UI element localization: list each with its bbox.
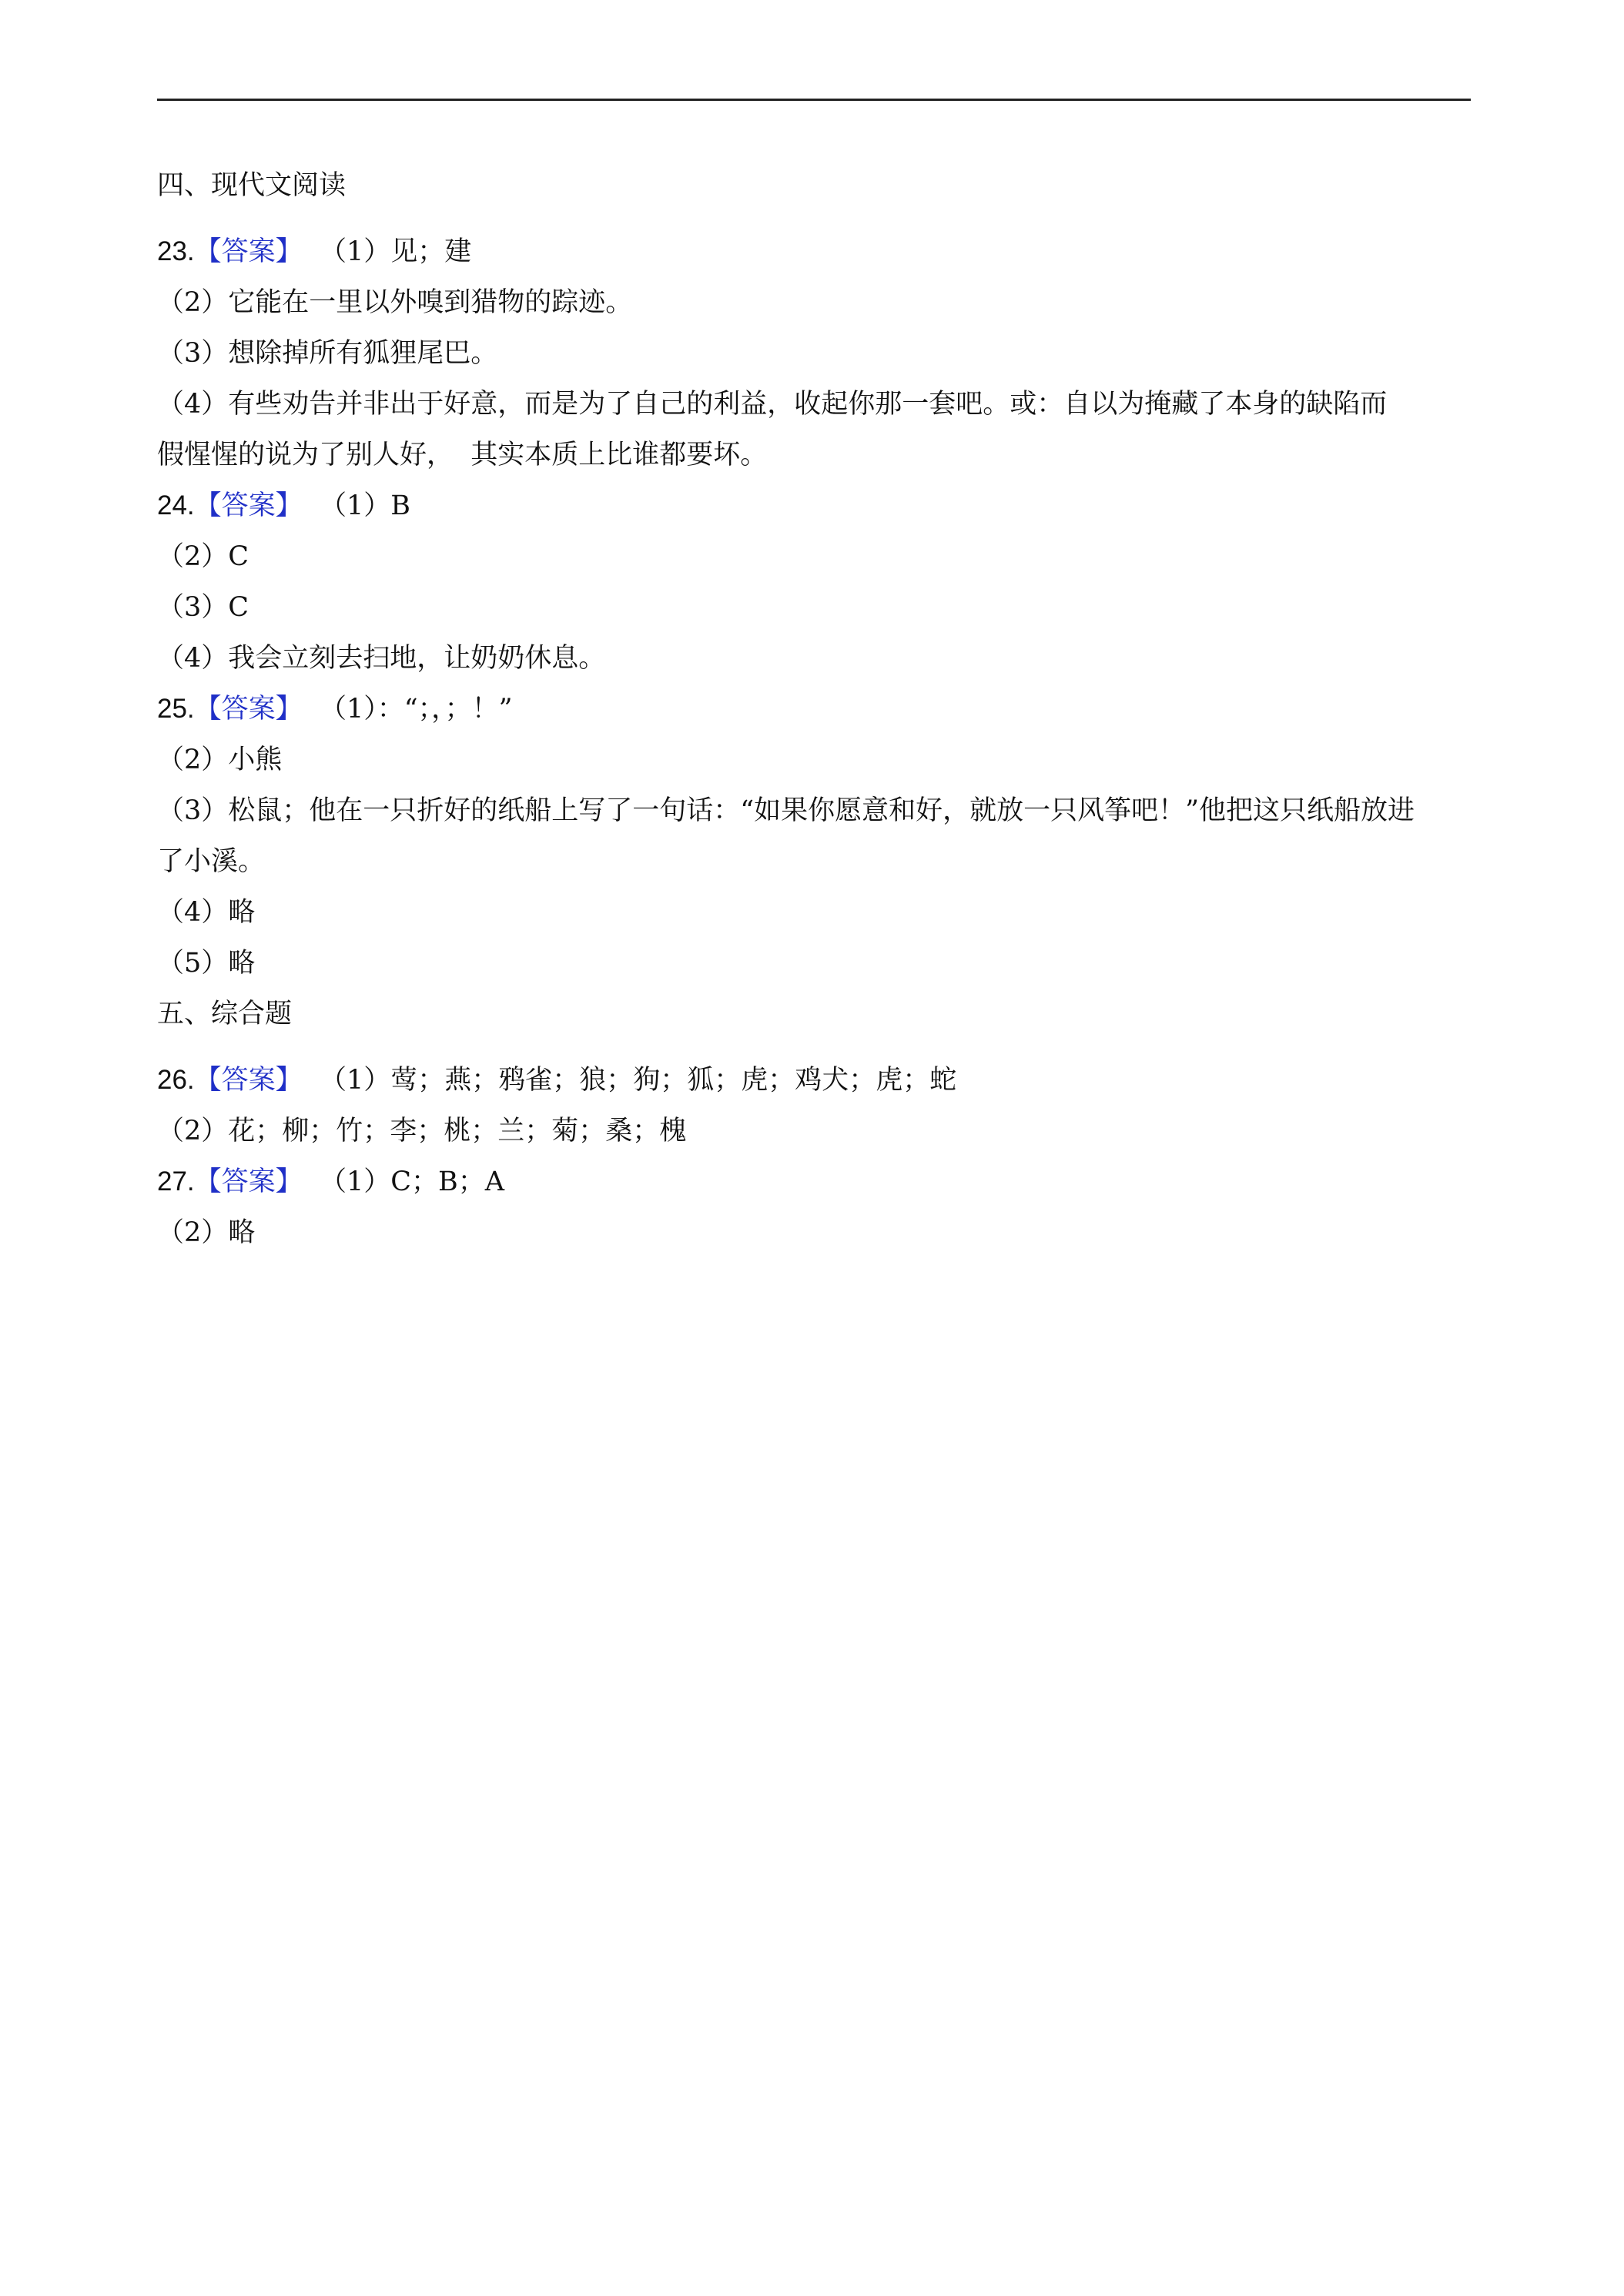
answer-tag: 【答案】 bbox=[194, 236, 303, 267]
question-number: 27. bbox=[157, 1166, 195, 1197]
header-rule bbox=[157, 99, 1471, 101]
answer-block-24 bbox=[157, 480, 1471, 684]
answer-head bbox=[157, 1055, 1471, 1106]
answer-line: （2）略 bbox=[157, 1217, 256, 1248]
answer-line: （3）松鼠；他在一只折好的纸船上写了一句话：“如果你愿意和好，就放一只风筝吧！”他把这只纸船放进 bbox=[157, 795, 1415, 826]
answer-block-25 bbox=[157, 684, 1471, 989]
question-number: 23. bbox=[157, 236, 195, 266]
answer-line: （2）花；柳；竹；李；桃；兰；菊；桑；槐 bbox=[157, 1116, 687, 1146]
answer-line: （2）小熊 bbox=[157, 745, 283, 775]
answer-tag: 【答案】 bbox=[194, 1166, 303, 1197]
question-number: 24. bbox=[157, 490, 195, 520]
answer-block-27 bbox=[157, 1156, 1471, 1258]
answer-line: （2）它能在一里以外嗅到猎物的踪迹。 bbox=[157, 287, 633, 318]
answer-tag: 【答案】 bbox=[194, 1065, 303, 1096]
answer-part: （1）莺；燕；鸦雀；狼；狗；狐；虎；鸡犬；虎；蛇 bbox=[319, 1065, 957, 1096]
answer-head bbox=[157, 1156, 1471, 1207]
section-title-comprehensive: 五、综合题 bbox=[157, 999, 293, 1029]
answer-line: （4）有些劝告并非出于好意，而是为了自己的利益，收起你那一套吧。或：自以为掩藏了本身的缺陷而 bbox=[157, 389, 1388, 420]
answer-line: （5）略 bbox=[157, 948, 256, 979]
answer-block-23 bbox=[157, 226, 1471, 480]
answer-line: （3）想除掉所有狐狸尾巴。 bbox=[157, 338, 498, 369]
answer-line: （4）略 bbox=[157, 897, 256, 928]
answer-part: （1）：“；，；！” bbox=[319, 694, 513, 725]
answer-line: （2）C bbox=[157, 541, 249, 572]
answer-tag: 【答案】 bbox=[194, 694, 303, 725]
answer-head bbox=[157, 684, 1471, 735]
answer-line: （4）我会立刻去扫地，让奶奶休息。 bbox=[157, 643, 606, 674]
question-number: 26. bbox=[157, 1065, 195, 1095]
answer-part: （1）B bbox=[319, 490, 410, 521]
answer-line: 了小溪。 bbox=[157, 846, 266, 877]
answer-tag: 【答案】 bbox=[194, 490, 303, 521]
answer-part: （1）见；建 bbox=[319, 236, 472, 267]
answer-block-26 bbox=[157, 1055, 1471, 1156]
answer-head bbox=[157, 480, 1471, 531]
answer-content bbox=[157, 160, 1471, 1258]
section-title-modern-reading: 四、现代文阅读 bbox=[157, 170, 347, 201]
answer-line: 假惺惺的说为了别人好， 其实本质上比谁都要坏。 bbox=[157, 440, 768, 470]
answer-part: （1）C；B；A bbox=[319, 1166, 504, 1197]
answer-head bbox=[157, 226, 1471, 277]
question-number: 25. bbox=[157, 694, 195, 724]
answer-line: （3）C bbox=[157, 592, 249, 623]
